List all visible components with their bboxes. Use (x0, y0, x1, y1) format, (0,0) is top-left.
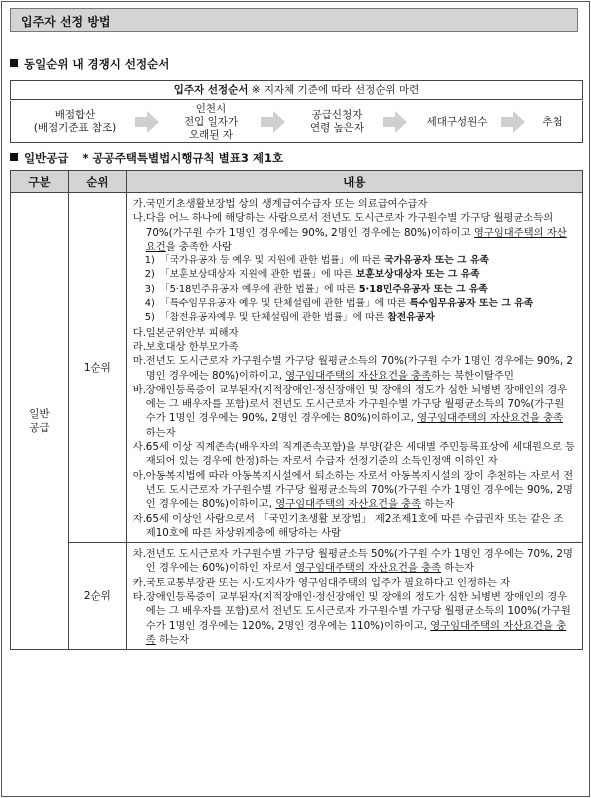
step-line: 세대구성원수 (426, 115, 488, 128)
item-text: 65세 이상인 사람으로서 「국민기초생활 보장법」 제2조제1호에 따른 수급권자 또는 같은 조 제10호에 따른 차상위계층에 해당하는 사람 (145, 512, 564, 539)
underlined-text: 영구임대주택의 자산요건을 충족 (145, 619, 567, 646)
item-marker: 다. (132, 326, 147, 339)
list-item (133, 326, 576, 340)
step-line: 추첨 (542, 115, 563, 128)
page-title: 입주자 선정 방법 (21, 15, 111, 29)
header-content: 내용 (126, 171, 582, 193)
item-marker: 자. (132, 512, 147, 525)
item-marker: 3) (144, 283, 155, 295)
step-line: (배점기준표 참조) (33, 122, 117, 134)
order-header-note: ※ 지자체 기준에 따라 선정순위 마련 (251, 84, 420, 96)
item-text: 전년도 도시근로자 가구원수별 가구당 월평균소득 50%(가구원 수가 1명인 경우에는 70%, 2명인 경우에는 60%)이하인 자로서 (145, 548, 573, 575)
item-text: 하는자 (421, 498, 455, 511)
step-5 (521, 101, 584, 143)
item-marker: 1) (144, 255, 155, 267)
list-item (133, 576, 576, 590)
sub-list-item (133, 283, 576, 297)
list-item (133, 211, 576, 254)
category-cell (11, 193, 69, 650)
step-4 (403, 101, 511, 143)
item-text: 「5·18민주유공자 예우에 관한 법률」에 따른 (159, 283, 359, 295)
section-note: * 공공주택특별법시행규칙 별표3 제1호 (82, 151, 284, 165)
list-item (133, 383, 576, 440)
list-item (133, 512, 576, 541)
underlined-text: 영구임대주택의 자산요건을 충족 (275, 498, 422, 511)
rank1-content (126, 193, 582, 543)
square-bullet-icon (10, 59, 18, 67)
item-text: 장애인등록증이 교부된자(지적장애인·정신장애인 및 장애의 정도가 심한 뇌병변 장애인의 경우에는 그 배우자를 포함)로서 전년도 도시근로자 가구원수별 가구당 월평균소득의 100%(가구원 수가 1명인 경우에는 120%, 2명인 경우에는 110%)이하이고, (145, 591, 571, 632)
item-marker: 아. (132, 469, 147, 482)
header-type: 구분 (11, 171, 69, 193)
item-marker: 가. (132, 198, 147, 210)
step-line: 연령 높은자 (309, 122, 365, 134)
title-bar (10, 8, 578, 32)
item-marker: 5) (144, 312, 155, 324)
sub-list-item (133, 311, 576, 325)
rank2-content (126, 543, 582, 650)
rank2-cell: 2순위 (68, 543, 126, 650)
item-text: 하는자 (145, 426, 176, 439)
item-text: 다음 어느 하나에 해당하는 사람으로서 전년도 도시근로자 가구원수별 가구당 월평균소득의 70%(가구원 수가 1명인 경우에는 90%, 2명인 경우에는 80%)이하이고 (145, 212, 554, 239)
list-item (133, 547, 576, 576)
item-marker: 마. (132, 355, 147, 368)
list-item (133, 197, 576, 211)
emphasis-text: 특수임무유공자 또는 그 유족 (409, 298, 534, 310)
section-heading-text: 일반공급 (24, 151, 69, 165)
item-marker: 바. (132, 383, 147, 396)
list-item (133, 354, 576, 383)
item-text: 국민기초생활보장법 상의 생계급여수급자 또는 의료급여수급자 (145, 198, 428, 210)
item-text: 「특수임무유공자 예우 및 단체설립에 관한 법률」에 따른 (159, 298, 410, 310)
sub-list-item (133, 297, 576, 311)
emphasis-text: 5·18민주유공자 또는 그 유족 (358, 283, 488, 295)
rank1-cell: 1순위 (68, 193, 126, 543)
item-text: 「참전유공자예우 및 단체설립에 관한 법률」에 따른 (159, 312, 388, 324)
sub-list-item (133, 254, 576, 268)
section-heading-general (10, 150, 283, 166)
header-rank: 순위 (68, 171, 126, 193)
list-item (133, 469, 576, 512)
item-marker: 2) (144, 269, 155, 281)
item-text: 전년도 도시근로자 가구원수별 가구당 월평균소득의 70%(가구원 수가 1명인 경우에는 90%, 2명인 경우에는 80%)이하이고, (145, 355, 573, 382)
item-text: 하는자 (155, 633, 189, 646)
underlined-text: 영구임대주택의 자산요건을 충족 (295, 562, 442, 575)
item-text: 65세 이상 직계존속(배우자의 직계존속포함)을 부양(같은 세대별 주민등록표상에 세대원으로 등재되어 있는 경우에 한정)하는 자로서 수급자 선정기준의 소득인정액 이하인 자 (145, 441, 576, 468)
emphasis-text: 참전유공자 (387, 312, 435, 324)
square-bullet-icon (10, 153, 18, 161)
item-marker: 라. (132, 340, 147, 353)
step-line: 전입 일자가 (183, 115, 239, 128)
item-text: 일본군위안부 피해자 (145, 326, 239, 339)
order-header-title: 입주자 선정순서 (173, 84, 249, 96)
step-2 (157, 101, 265, 143)
section-heading-order (10, 56, 169, 72)
step-line: 배점합산 (54, 109, 96, 121)
list-item (133, 340, 576, 354)
list-item (133, 590, 576, 647)
table-row-rank1 (11, 193, 583, 543)
item-text: 하는 북한이탈주민 (431, 369, 514, 382)
item-marker: 타. (132, 591, 147, 604)
section-heading-text: 동일순위 내 경쟁시 선정순서 (24, 57, 170, 71)
item-text: 하는자 (441, 562, 475, 575)
item-marker: 차. (132, 548, 147, 561)
item-text: 장애인등록증이 교부된자(지적장애인·정신장애인 및 장애의 정도가 심한 뇌병변 장애인의 경우에는 그 배우자를 포함)로서 전년도 도시근로자 가구원수별 가구당 월평균소득의 70%(가구원 수가 1명인 경우에는 90%, 2명인 경우에는 80%)이하이고, (145, 383, 568, 425)
emphasis-text: 보훈보상대상자 또는 그 유족 (355, 269, 480, 281)
selection-order-flow (10, 101, 583, 143)
underlined-text: 영구임대주택의 자산요건 (145, 226, 567, 253)
table-row-rank2 (11, 543, 583, 650)
step-3 (283, 101, 391, 143)
item-marker: 카. (132, 576, 147, 589)
item-text: 「보훈보상대상자 지원에 관한 법률」에 따른 (159, 269, 356, 281)
underlined-text: 영구임대주택의 자산요건을 충족 (285, 369, 432, 382)
underlined-text: 영구임대주택의 자산요건을 충족 (417, 412, 563, 425)
item-text: 국토교통부장관 또는 시·도지사가 영구임대주택의 입주가 필요하다고 인정하는 자 (145, 576, 511, 589)
step-line: 오래된 자 (189, 128, 233, 141)
step-1 (11, 101, 139, 143)
category-line: 일반 (29, 408, 50, 421)
item-marker: 4) (144, 298, 155, 310)
item-text: 보호대상 한부모가족 (145, 340, 239, 353)
category-line: 공급 (29, 422, 50, 435)
order-header (10, 80, 583, 100)
table-header-row (11, 171, 583, 193)
item-text: 을 충족한 사람 (165, 240, 232, 253)
list-item (133, 440, 576, 469)
item-text: 「국가유공자 등 예우 및 지원에 관한 법률」에 따른 (159, 255, 385, 267)
item-marker: 사. (132, 441, 147, 454)
sub-list-item (133, 268, 576, 282)
step-line: 공급신청자 (311, 109, 363, 121)
item-marker: 나. (132, 212, 147, 225)
general-supply-table (10, 170, 583, 650)
emphasis-text: 국가유공자 또는 그 유족 (384, 255, 489, 267)
step-line: 인천시 (195, 102, 227, 115)
item-text: 아동복지법에 따라 아동복지시설에서 퇴소하는 자로서 아동복지시설의 장이 추천하는 자로서 전년도 도시근로자 가구원수별 가구당 월평균소득의 70%(가구원 수가 1명인 경우에는 90%, 2명인 경우에는 80%)이하이고, (145, 469, 574, 511)
